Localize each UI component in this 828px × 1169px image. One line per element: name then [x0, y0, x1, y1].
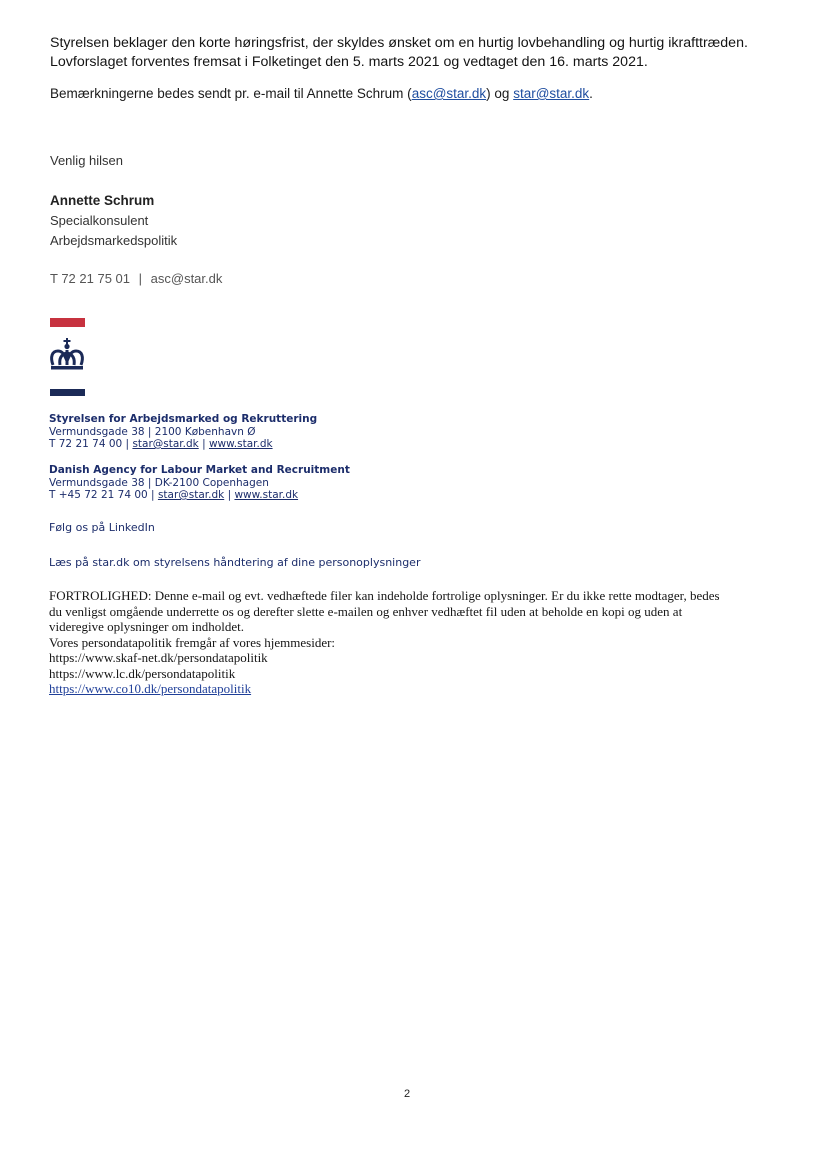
conf-url-skaf[interactable]: https://www.skaf-net.dk/persondatapolitik	[49, 650, 268, 665]
linkedin-link[interactable]: Følg os på LinkedIn	[49, 521, 155, 534]
signature-contact	[50, 271, 222, 286]
confidentiality-notice	[49, 588, 789, 697]
agency-phone-dk: T 72 21 74 00 |	[49, 438, 130, 450]
signature-name: Annette Schrum	[50, 193, 155, 208]
conf-line-3: videregive oplysninger om indholdet.	[49, 619, 244, 634]
agency-name-en: Danish Agency for Labour Market and Recruitment	[49, 464, 350, 476]
intro-line-1: Styrelsen beklager den korte høringsfrist, der skyldes ønsket om en hurtig lovbehandling og hurtig ikrafttræden.	[50, 35, 748, 51]
agency-email-dk[interactable]: star@star.dk	[132, 438, 199, 450]
agency-address-en: Vermundsgade 38 | DK-2100 Copenhagen	[49, 476, 269, 489]
signature-department: Arbejdsmarkedspolitik	[50, 233, 178, 248]
email-link-star[interactable]: star@star.dk	[513, 86, 590, 101]
agency-address-dk: Vermundsgade 38 | 2100 København Ø	[49, 425, 256, 438]
signature-phone: T 72 21 75 01	[50, 271, 130, 286]
royal-crown-icon	[46, 337, 88, 373]
agency-contact-dk	[49, 438, 317, 451]
conf-line-1: FORTROLIGHED: Denne e-mail og evt. vedhæftede filer kan indeholde fortrolige oplysninger. Er du ikke rette modtager, bedes	[49, 588, 720, 603]
request-middle: ) og	[486, 86, 514, 101]
request-line	[50, 86, 593, 101]
page-number: 2	[404, 1088, 411, 1100]
agency-phone-en: T +45 72 21 74 00 |	[49, 489, 155, 501]
agency-web-dk[interactable]: www.star.dk	[208, 438, 273, 450]
request-suffix: .	[589, 86, 593, 101]
privacy-note-link[interactable]: Læs på star.dk om styrelsens håndtering af dine personoplysninger	[49, 556, 421, 569]
greeting: Venlig hilsen	[50, 153, 123, 168]
logo-red-bar	[50, 318, 85, 327]
conf-url-lc[interactable]: https://www.lc.dk/persondatapolitik	[49, 665, 236, 681]
conf-line-2: du venligst omgående underrette os og derefter slette e-mailen og enhver vedhæftet fil uden at beholde en kopi og uden at	[49, 603, 683, 619]
conf-url-co10[interactable]: https://www.co10.dk/persondatapolitik	[49, 681, 252, 696]
signature-separator: |	[138, 271, 143, 286]
agency-pipe-en: |	[227, 489, 232, 501]
agency-pipe-dk: |	[202, 438, 206, 450]
agency-block-danish	[49, 413, 317, 451]
agency-email-en[interactable]: star@star.dk	[157, 489, 225, 501]
agency-contact-en	[49, 489, 350, 502]
email-link-asc[interactable]: asc@star.dk	[411, 86, 487, 101]
logo-navy-bar	[50, 389, 85, 396]
conf-line-4: Vores persondatapolitik fremgår af vores hjemmesider:	[49, 634, 336, 650]
signature-title: Specialkonsulent	[50, 213, 149, 228]
agency-block-english	[49, 464, 350, 502]
intro-paragraph	[50, 34, 790, 72]
signature-email[interactable]: asc@star.dk	[150, 271, 223, 286]
agency-web-en[interactable]: www.star.dk	[234, 489, 299, 501]
intro-line-2: Lovforslaget forventes fremsat i Folketinget den 5. marts 2021 og vedtaget den 16. marts 2021.	[50, 54, 648, 70]
request-prefix: Bemærkningerne bedes sendt pr. e-mail til Annette Schrum (	[50, 86, 412, 101]
agency-name-dk: Styrelsen for Arbejdsmarked og Rekruttering	[49, 413, 318, 425]
